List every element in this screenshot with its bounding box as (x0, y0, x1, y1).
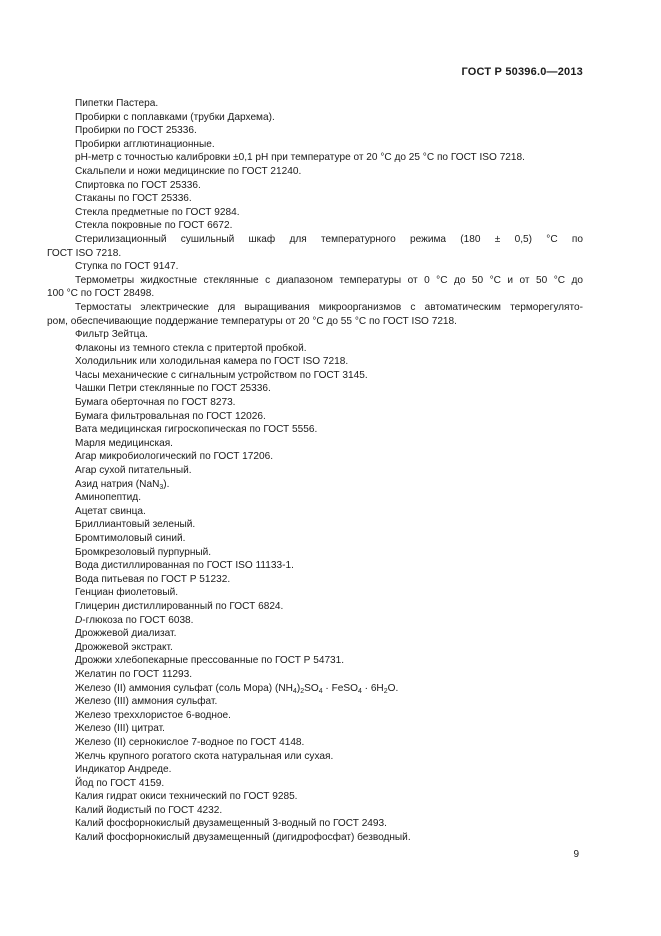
list-item: Пробирки агглютинационные. (75, 138, 215, 150)
list-item: Термостаты электрические для выращивания микроорганизмов с автоматическим терморегулято- (75, 301, 583, 313)
item-text: O. (387, 682, 399, 694)
list-item: Ступка по ГОСТ 9147. (75, 261, 179, 273)
list-item: рН-метр с точностью калибровки ±0,1 рН при температуре от 20 °С до 25 °С по ГОСТ ISO 7218. (75, 152, 525, 164)
subscript: 4 (292, 687, 297, 695)
list-item: Бромкрезоловый пурпурный. (75, 546, 212, 558)
italic-prefix: D (75, 614, 83, 626)
list-item: Дрожжевой диализат. (75, 628, 177, 640)
list-item-continuation: ром, обеспечивающие поддержание температуры от 20 °С до 55 °С по ГОСТ ISO 7218. (47, 315, 457, 327)
list-item: Пипетки Пастера. (75, 98, 159, 109)
list-item: Калий йодистый по ГОСТ 4232. (75, 804, 223, 816)
list-item: Дрожжевой экстракт. (75, 641, 173, 653)
item-text: -глюкоза по ГОСТ 6038. (82, 614, 194, 626)
list-item: Ацетат свинца. (75, 505, 146, 517)
list-item: Часы механические с сигнальным устройством по ГОСТ 3145. (75, 369, 368, 381)
list-item: Спиртовка по ГОСТ 25336. (75, 179, 201, 191)
item-text: ) (296, 682, 301, 694)
list-item: Агар микробиологический по ГОСТ 17206. (75, 451, 274, 463)
list-item: Стекла покровные по ГОСТ 6672. (75, 220, 233, 232)
list-item: Бромтимоловый синий. (75, 533, 186, 544)
page-number: 9 (573, 849, 579, 860)
list-item: Железо треххлористое 6-водное. (75, 709, 231, 721)
item-text: · 6H (361, 682, 384, 694)
list-item: Стекла предметные по ГОСТ 9284. (75, 206, 240, 218)
list-item: Калий фосфорнокислый двузамещенный (дигидрофосфат) безводный. (75, 832, 411, 844)
subscript: 4 (357, 687, 362, 695)
list-item: Холодильник или холодильная камера по ГОСТ ISO 7218. (75, 356, 349, 368)
list-item: Фильтр Зейтца. (75, 329, 148, 341)
list-item: Флаконы из темного стекла с притертой пробкой. (75, 342, 307, 354)
list-item: Стерилизационный сушильный шкаф для температурного режима (180 ± 0,5) °С по (75, 233, 583, 245)
list-item: Дрожжи хлебопекарные прессованные по ГОСТ Р 54731. (75, 655, 345, 667)
subscript: 3 (159, 483, 164, 491)
item-text: Железо (II) аммония сульфат (соль Мора) (NH (75, 682, 293, 694)
list-item: Бумага оберточная по ГОСТ 8273. (75, 397, 236, 409)
list-item: Вода дистиллированная по ГОСТ ISO 11133-1. (75, 560, 294, 572)
item-text: Азид натрия (NaN (75, 478, 160, 490)
item-text: SO (304, 682, 319, 694)
list-item (47, 614, 583, 628)
standard-header: ГОСТ Р 50396.0—2013 (461, 66, 583, 78)
subscript: 2 (383, 687, 388, 695)
subscript: 2 (300, 687, 305, 695)
list-item: Термометры жидкостные стеклянные с диапазоном температуры от 0 °С до 50 °С и от 50 °С до (75, 274, 583, 286)
item-text: ). (163, 478, 170, 490)
list-item (47, 682, 583, 696)
list-item (47, 478, 583, 492)
list-item: Желатин по ГОСТ 11293. (75, 668, 193, 680)
item-text: · FeSO (322, 682, 358, 694)
list-item: Бумага фильтровальная по ГОСТ 12026. (75, 410, 266, 422)
list-item: Железо (II) сернокислое 7-водное по ГОСТ 4148. (75, 736, 305, 748)
list-item: Железо (III) цитрат. (75, 723, 165, 735)
list-item-continuation: 100 °С по ГОСТ 28498. (47, 288, 155, 300)
list-item: Генциан фиолетовый. (75, 587, 179, 599)
list-item: Глицерин дистиллированный по ГОСТ 6824. (75, 600, 284, 612)
list-item: Бриллиантовый зеленый. (75, 519, 196, 531)
list-item: Индикатор Андреде. (75, 764, 172, 776)
list-item: Аминопептид. (75, 492, 141, 504)
list-item: Скальпели и ножи медицинские по ГОСТ 21240. (75, 165, 302, 177)
materials-list (47, 97, 583, 845)
list-item: Марля медицинская. (75, 437, 173, 449)
list-item-continuation: ГОСТ ISO 7218. (47, 247, 122, 259)
subscript: 4 (318, 687, 323, 695)
list-item: Железо (III) аммония сульфат. (75, 696, 218, 708)
list-item: Йод по ГОСТ 4159. (75, 777, 165, 789)
list-item: Калий фосфорнокислый двузамещенный 3-водный по ГОСТ 2493. (75, 818, 387, 830)
list-item: Агар сухой питательный. (75, 465, 192, 477)
list-item: Чашки Петри стеклянные по ГОСТ 25336. (75, 383, 271, 395)
list-item: Пробирки по ГОСТ 25336. (75, 125, 197, 137)
list-item: Вода питьевая по ГОСТ Р 51232. (75, 573, 231, 585)
list-item: Вата медицинская гигроскопическая по ГОСТ 5556. (75, 424, 318, 436)
list-item: Желчь крупного рогатого скота натуральная или сухая. (75, 750, 334, 762)
list-item: Калия гидрат окиси технический по ГОСТ 9285. (75, 791, 298, 803)
list-item: Стаканы по ГОСТ 25336. (75, 193, 192, 205)
list-item: Пробирки с поплавками (трубки Дархема). (75, 111, 275, 123)
